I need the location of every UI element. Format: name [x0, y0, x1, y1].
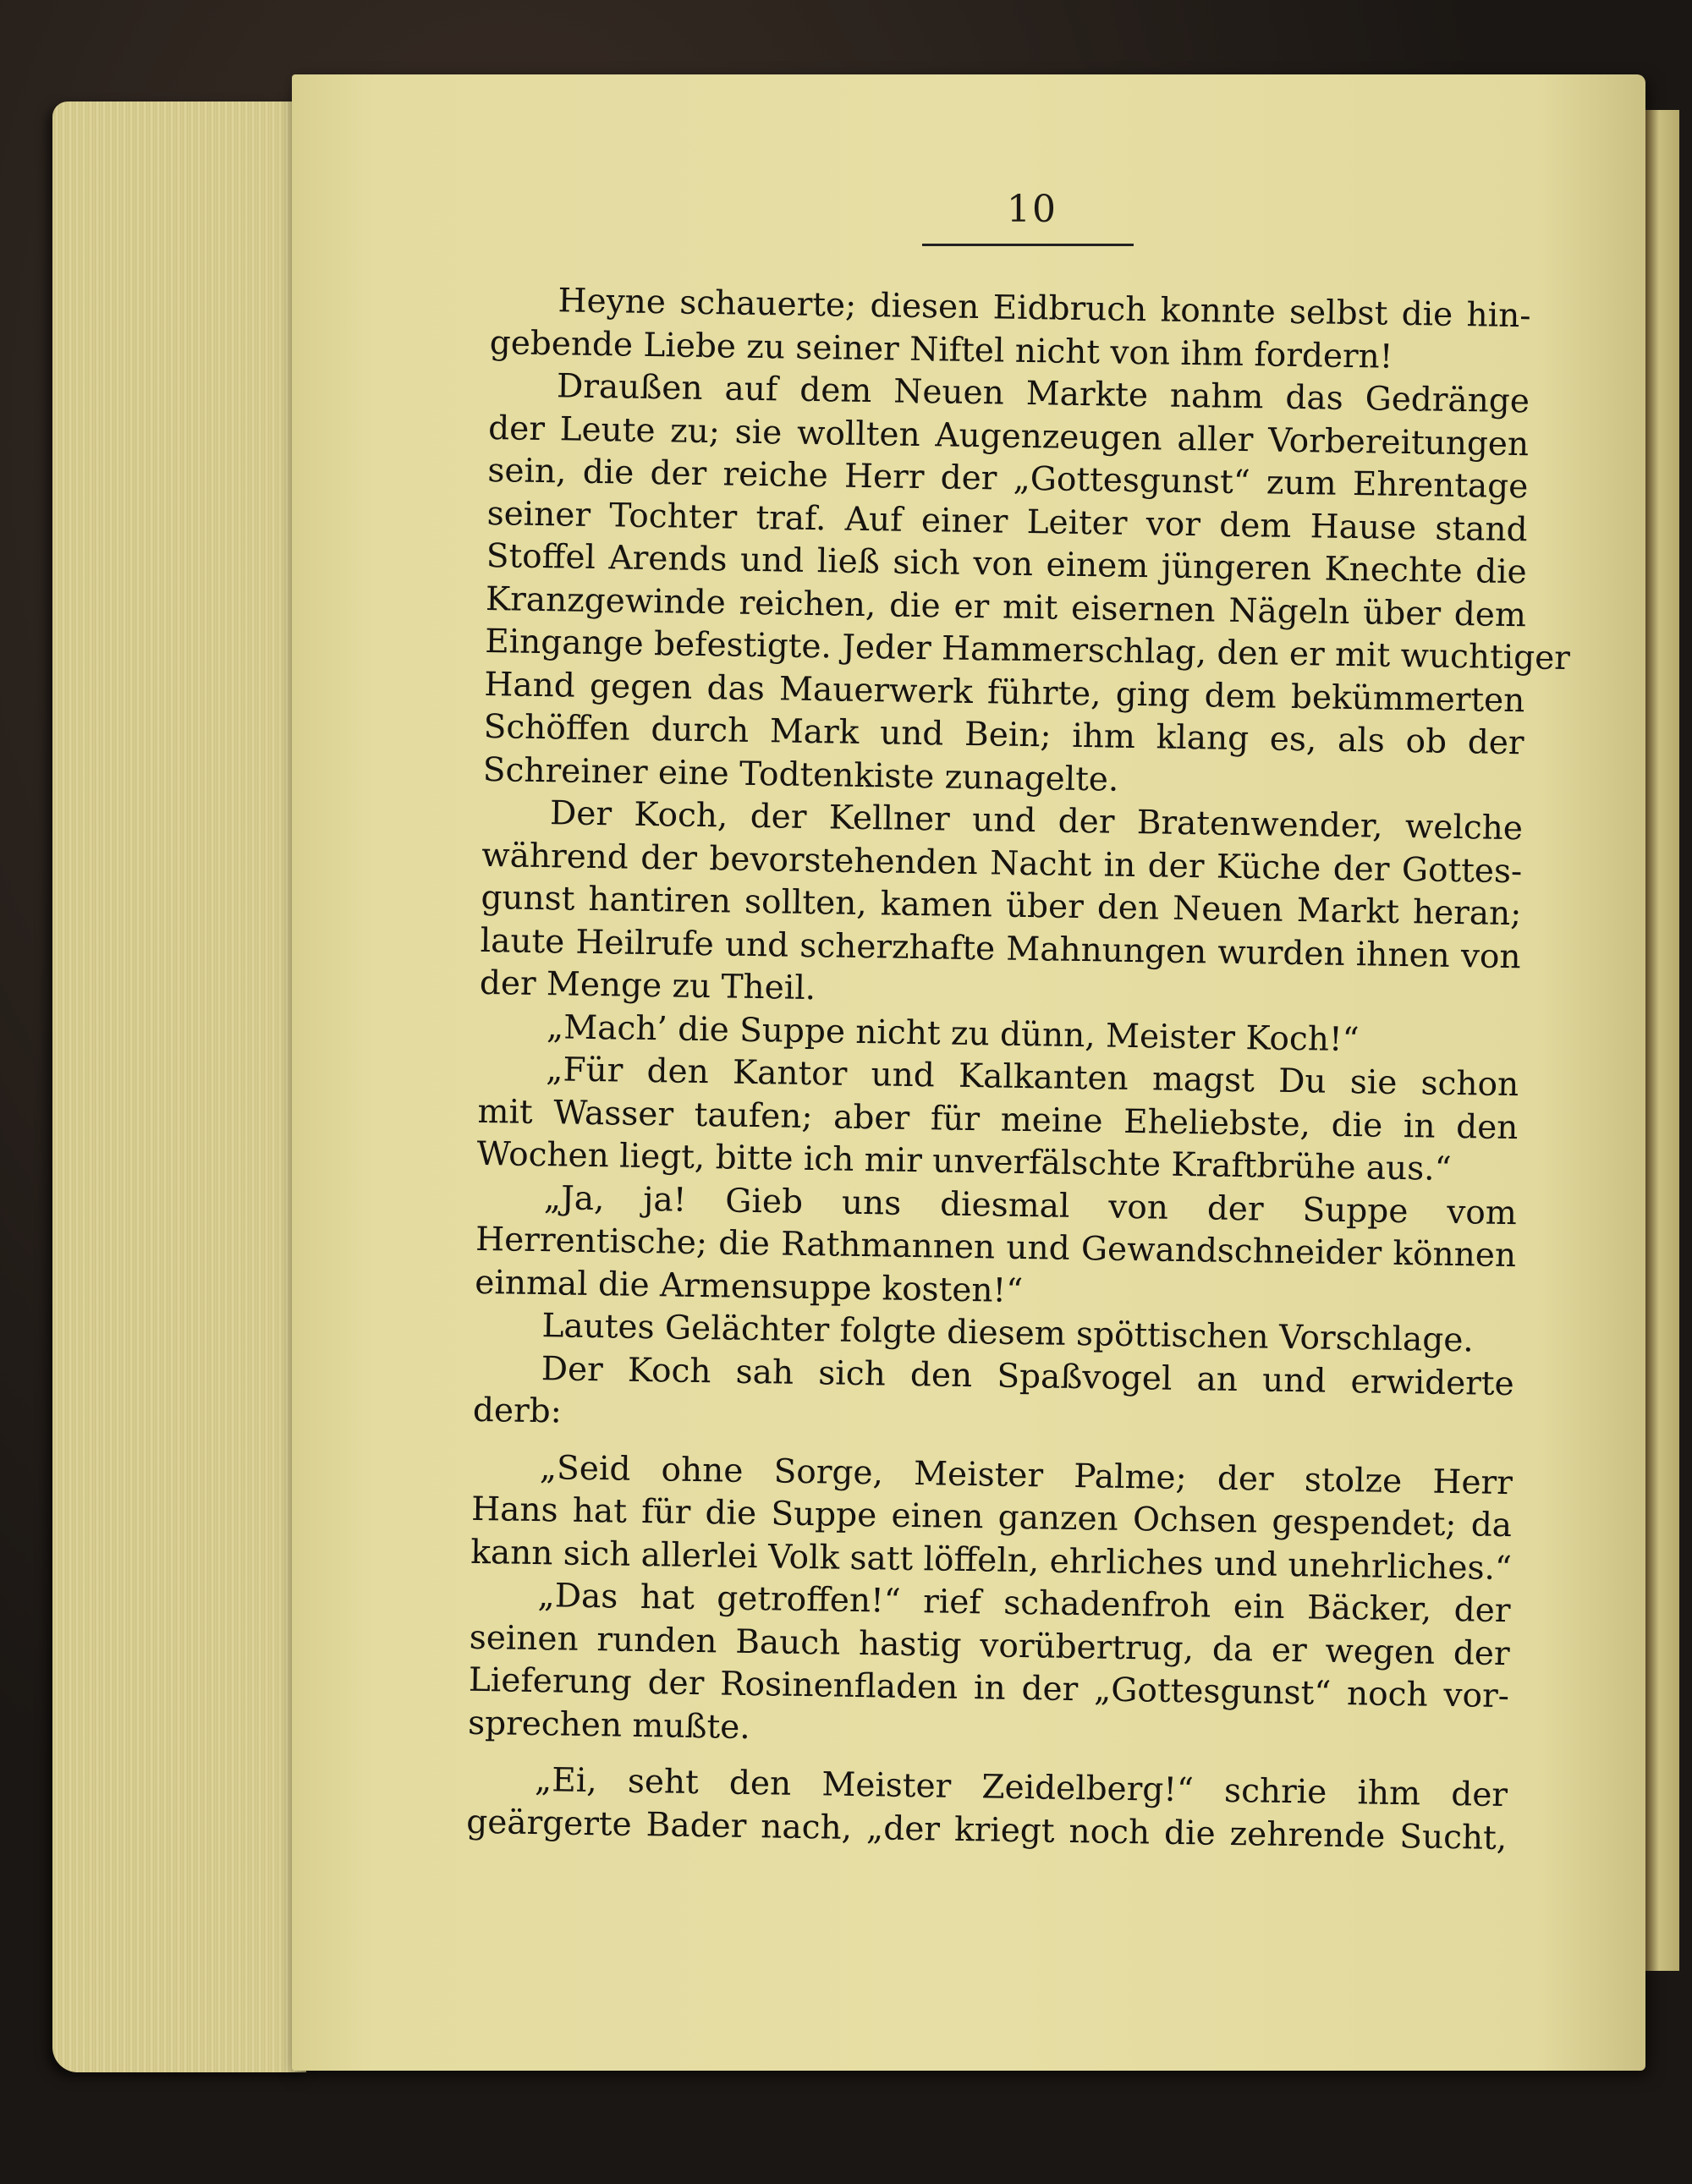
paragraph: [473, 1347, 1514, 1448]
text-line: gebende Liebe zu seiner Niftel nicht von ihm fordern!: [489, 323, 1393, 376]
text-line: Draußen auf dem Neuen Markte nahm das Gedränge: [556, 367, 1530, 421]
text-line: Schreiner eine Todtenkiste zunagelte.: [482, 750, 1119, 799]
text-line: Lautes Gelächter folgte diesem spöttischen Vorschlage.: [541, 1307, 1475, 1360]
text-line: Stoffel Arends und ließ sich von einem jüngeren Knechte die: [486, 536, 1528, 592]
text-line: Wochen liegt, bitte ich mir unverfälschte Kraftbrühe aus.“: [476, 1134, 1452, 1188]
text-line: laute Heilrufe und scherzhafte Mahnungen wurden ihnen von: [480, 921, 1521, 976]
facing-page-edge: [1645, 110, 1679, 1971]
text-line: der Menge zu Theil.: [479, 963, 816, 1008]
text-line: Schöffen durch Mark und Bein; ihm klang es, als ob der: [483, 707, 1524, 763]
text-line: während der bevorstehenden Nacht in der Küche der Gottes-: [481, 836, 1523, 891]
paragraph: [470, 1446, 1513, 1590]
text-line: „Das hat getroffen!“ rief schadenfroh ein Bäcker, der: [537, 1577, 1511, 1631]
text-line: Der Koch sah sich den Spaßvogel an und erwiderte: [541, 1349, 1514, 1403]
paragraph: [476, 1048, 1519, 1193]
page-number: 10: [1007, 188, 1058, 231]
page-edges-stack: [52, 102, 306, 2072]
text-line: geärgerte Bader nach, „der kriegt noch die zehrende Sucht,: [465, 1803, 1508, 1857]
paragraph: [468, 1574, 1511, 1761]
paragraph: [482, 365, 1571, 808]
text-line: Eingange befestigte. Jeder Hammerschlag, den er mit wuchtiger: [484, 622, 1571, 678]
text-line: sein, die der reiche Herr der „Gottesgunst“ zum Ehrentage: [487, 451, 1529, 507]
text-line: Heyne schauerte; diesen Eidbruch konnte selbst die hin-: [558, 282, 1531, 336]
text-line: „Für den Kantor und Kalkanten magst Du sie schon: [545, 1051, 1519, 1105]
text-line: Hans hat für die Suppe einen ganzen Ochsen gespendet; da: [470, 1490, 1513, 1545]
header-rule: [922, 244, 1134, 246]
paragraph: [466, 1759, 1508, 1860]
paragraph: [489, 279, 1530, 381]
text-line: Lieferung der Rosinenfladen in der „Gottesgunst“ noch vor-: [468, 1660, 1510, 1716]
text-line: der Leute zu; sie wollten Augenzeugen aller Vorbereitungen: [487, 409, 1530, 464]
text-line: Der Koch, der Kellner und der Bratenwender, welche: [549, 794, 1524, 848]
text-line: einmal die Armensuppe kosten!“: [475, 1263, 1024, 1310]
text-line: Hand gegen das Mauerwerk führte, ging dem bekümmerten: [484, 665, 1525, 720]
text-line: „Seid ohne Sorge, Meister Palme; der stolze Herr: [539, 1448, 1513, 1502]
text-line: Kranzgewinde reichen, die er mit eisernen Nägeln über dem: [485, 579, 1527, 634]
paragraph: [480, 792, 1524, 1022]
text-line: Herrentische; die Rathmannen und Gewandschneider können: [475, 1220, 1517, 1276]
paragraph: [475, 1176, 1517, 1320]
text-line: seiner Tochter traf. Auf einer Leiter vor dem Hause stand: [486, 494, 1528, 549]
text-line: sprechen mußte.: [467, 1704, 751, 1747]
text-line: seinen runden Bauch hastig vorübertrug, da er wegen der: [469, 1618, 1510, 1673]
text-line: mit Wasser taufen; aber für meine Eheliebste, die in den: [477, 1092, 1519, 1147]
text-line: „Mach’ die Suppe nicht zu dünn, Meister Koch!“: [546, 1007, 1360, 1059]
text-line: kann sich allerlei Volk satt löffeln, ehrliches und unehrliches.“: [470, 1533, 1513, 1588]
page-body-text: [465, 279, 1571, 1860]
text-line: derb:: [472, 1391, 563, 1431]
text-line: gunst hantiren sollten, kamen über den Neuen Markt heran;: [481, 878, 1522, 934]
text-line: „Ja, ja! Gieb uns diesmal von der Suppe vom: [543, 1178, 1518, 1232]
text-line: „Ei, seht den Meister Zeidelberg!“ schrie ihm der: [534, 1761, 1508, 1815]
